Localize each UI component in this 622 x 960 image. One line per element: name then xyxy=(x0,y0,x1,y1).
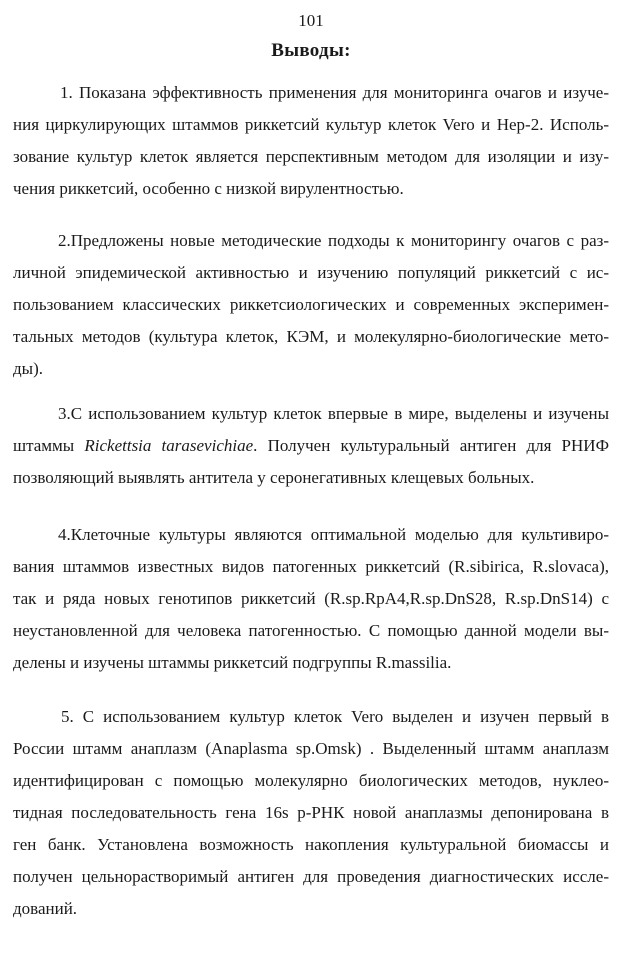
text-line: России штамм анаплазм (Anaplasma sp.Omsk) . Выделенный штамм анаплазм xyxy=(13,739,609,758)
text-line: тальных методов (культура клеток, КЭМ, и молекулярно-биологические мето- xyxy=(13,327,609,346)
text-line: 4.Клеточные культуры являются оптимальной моделью для культивиро- xyxy=(58,525,609,544)
text-line: ды). xyxy=(13,359,43,378)
conclusion-4 xyxy=(13,519,609,679)
text-line: чения риккетсий, особенно с низкой вирулентностью. xyxy=(13,179,404,198)
text-line: позволяющий выявлять антитела у серонегативных клещевых больных. xyxy=(13,468,535,487)
text-fragment: . Получен культуральный антиген для РНИФ xyxy=(253,436,609,455)
text-fragment: штаммы xyxy=(13,436,85,455)
text-line: зование культур клеток является перспективным методом для изоляции и изу- xyxy=(13,147,609,166)
text-line: делены и изучены штаммы риккетсий подгруппы R.massilia. xyxy=(13,653,452,672)
text-line: ния циркулирующих штаммов риккетсий культур клеток Vero и Hep-2. Исполь- xyxy=(13,115,609,134)
text-line: идентифицирован с помощью молекулярно биологических методов, нуклео- xyxy=(13,771,609,790)
text-line: личной эпидемической активностью и изучению популяций риккетсий с ис- xyxy=(13,263,609,282)
text-line: тидная последовательность гена 16s р-РНК новой анаплазмы депонирована в xyxy=(13,803,609,822)
conclusion-3 xyxy=(13,398,609,494)
conclusion-1 xyxy=(13,77,609,205)
text-line xyxy=(13,430,609,462)
species-name: Rickettsia tarasevichiae xyxy=(84,436,254,455)
text-line: 3.С использованием культур клеток впервые в мире, выделены и изучены xyxy=(58,404,609,423)
text-line: пользованием классических риккетсиологических и современных эксперимен- xyxy=(13,295,609,314)
text-line: так и ряда новых генотипов риккетсий (R.sp.RpA4,R.sp.DnS28, R.sp.DnS14) с xyxy=(13,589,609,608)
conclusions-heading: Выводы: xyxy=(271,40,351,61)
text-line: неустановленной для человека патогенностью. С помощью данной модели вы- xyxy=(13,621,609,640)
page-number: 101 xyxy=(298,11,324,30)
text-line: 2.Предложены новые методические подходы к мониторингу очагов с раз- xyxy=(58,231,609,250)
text-line: дований. xyxy=(13,899,78,918)
text-line: получен цельнорастворимый антиген для проведения диагностических иссле- xyxy=(13,867,609,886)
text-line: 1. Показана эффективность применения для мониторинга очагов и изуче- xyxy=(60,83,609,102)
conclusion-2 xyxy=(13,225,609,385)
text-line: 5. С использованием культур клеток Vero выделен и изучен первый в xyxy=(61,707,609,726)
conclusion-5 xyxy=(13,701,609,925)
text-line: ген банк. Установлена возможность накопления культуральной биомассы и xyxy=(13,835,609,854)
text-line: вания штаммов известных видов патогенных риккетсий (R.sibirica, R.slovaca), xyxy=(13,557,609,576)
